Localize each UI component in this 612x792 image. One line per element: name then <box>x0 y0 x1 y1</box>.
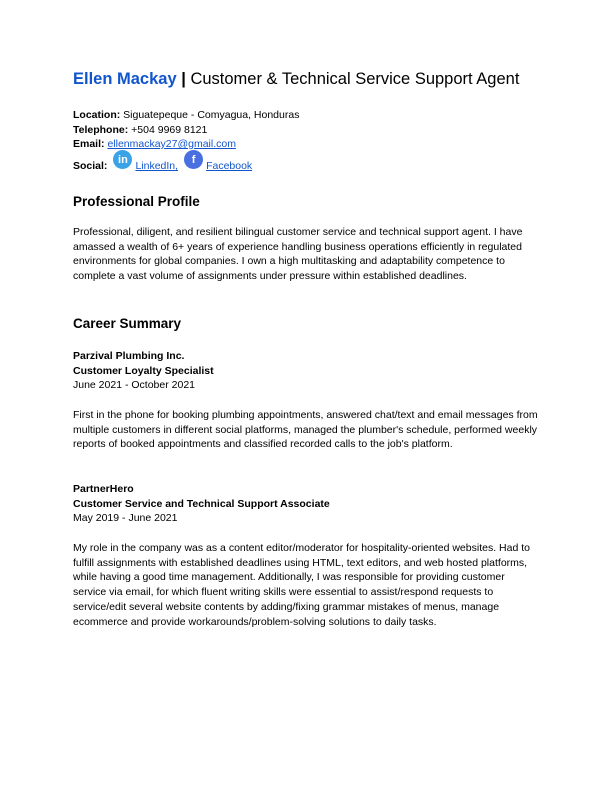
location-value: Siguatepeque - Comyagua, Honduras <box>123 109 300 121</box>
email-link[interactable]: ellenmackay27@gmail.com <box>107 138 236 150</box>
social-line <box>73 153 252 172</box>
title-separator: | <box>181 70 186 88</box>
location-line <box>73 108 299 123</box>
job-title: Customer Service and Technical Support Associate <box>73 497 330 510</box>
job-company: PartnerHero <box>73 483 134 495</box>
facebook-icon[interactable]: f <box>184 150 203 169</box>
facebook-link[interactable]: Facebook <box>206 160 253 172</box>
linkedin-link[interactable]: LinkedIn <box>135 160 176 172</box>
job-entry <box>73 482 330 526</box>
contact-info <box>73 108 299 152</box>
job-dates: June 2021 - October 2021 <box>73 379 196 391</box>
email-line <box>73 137 299 152</box>
social-label: Social: <box>73 160 108 172</box>
job-company: Parzival Plumbing Inc. <box>73 350 185 362</box>
telephone-line <box>73 123 299 138</box>
telephone-label: Telephone: <box>73 123 129 136</box>
location-label: Location: <box>73 109 121 121</box>
linkedin-icon[interactable]: in <box>113 150 132 169</box>
job-title: Customer Loyalty Specialist <box>73 364 214 377</box>
professional-profile-heading: Professional Profile <box>73 194 200 209</box>
job-description: First in the phone for booking plumbing appointments, answered chat/text and email messages from multiple customers in different social platforms, managed the plumber's schedule, performed weekly reports of booked appointments and classified recorded calls to the job's platform. <box>73 409 538 451</box>
comma: , <box>175 160 179 172</box>
candidate-role: Customer & Technical Service Support Agent <box>190 70 520 88</box>
profile-text: Professional, diligent, and resilient bilingual customer service and technical support agent. I have amassed a wealth of 6+ years of experience handling business operations efficiently in regulated environments for global companies. I own a high multitasking and adaptability competence to complete a vast volume of assignments under pressure within established deadlines. <box>73 226 523 283</box>
telephone-value: +504 9969 8121 <box>131 123 208 136</box>
career-summary-heading: Career Summary <box>73 316 182 331</box>
job-dates: May 2019 - June 2021 <box>73 512 178 524</box>
candidate-name: Ellen Mackay <box>73 70 177 88</box>
job-description: My role in the company was as a content editor/moderator for hospitality-oriented websites. Had to fulfill assignments with established deadlines using HTML, text editors, and web hosted platforms, while having a good time management. Additionally, I was responsible for providing customer service via email, for which fluent writing skills were essential to assist/respond requests to service/edit several website contents by adding/fixing grammar mistakes of menus, manage ecommerce and provide workarounds/problem-solving solutions to daily tasks. <box>73 542 530 628</box>
resume-title <box>73 70 519 89</box>
email-label: Email: <box>73 138 105 150</box>
job-entry <box>73 349 214 393</box>
